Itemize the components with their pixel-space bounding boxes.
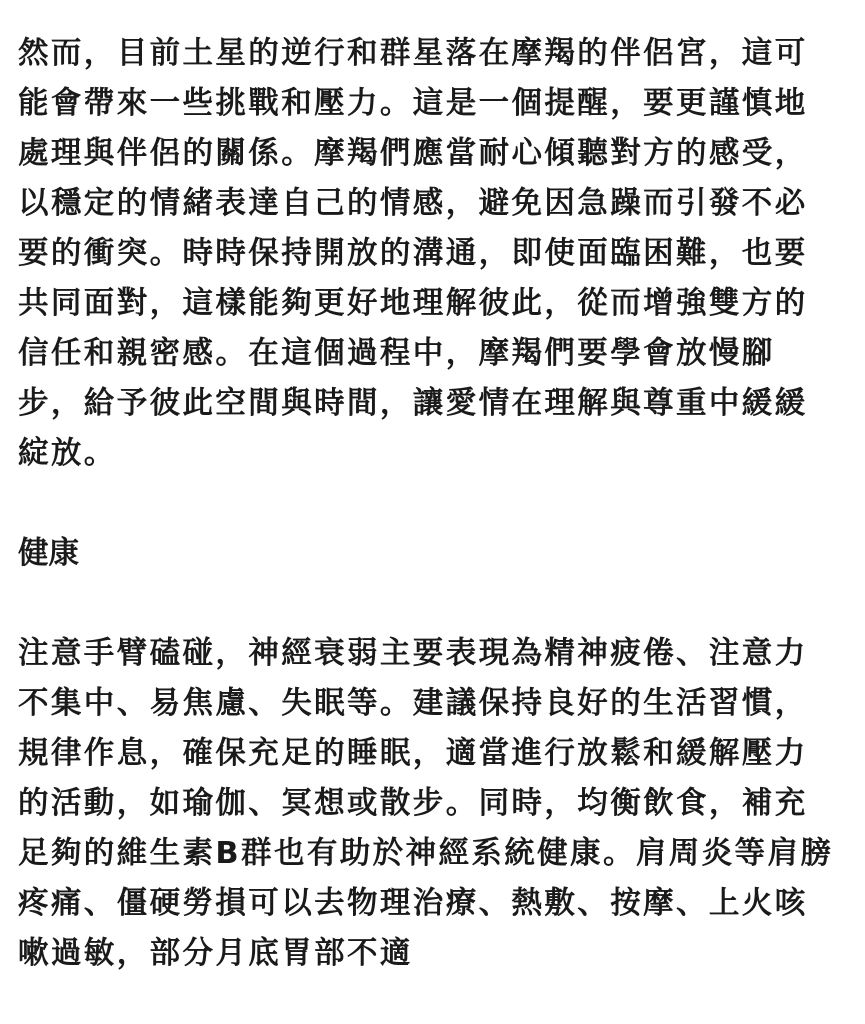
paragraph-line: 注意手臂磕碰，神經衰弱主要表現為精神疲倦、注意力 bbox=[18, 636, 808, 671]
paragraph-line: 然而，目前土星的逆行和群星落在摩羯的伴侶宮，這可 bbox=[18, 36, 808, 71]
paragraph-line: 嗽過敏，部分月底胃部不適 bbox=[18, 936, 413, 971]
paragraph-line: 不集中、易焦慮、失眠等。建議保持良好的生活習慣， bbox=[18, 686, 808, 721]
section-heading-health: 健康 bbox=[18, 536, 79, 571]
paragraph-line: 規律作息，確保充足的睡眠，適當進行放鬆和緩解壓力 bbox=[18, 736, 808, 771]
paragraph-line: 處理與伴侶的關係。摩羯們應當耐心傾聽對方的感受， bbox=[18, 136, 808, 171]
paragraph-line: 步，給予彼此空間與時間，讓愛情在理解與尊重中緩緩 bbox=[18, 386, 808, 421]
paragraph-line: 信任和親密感。在這個過程中，摩羯們要學會放慢腳 bbox=[18, 336, 775, 371]
paragraph-line: 要的衝突。時時保持開放的溝通，即使面臨困難，也要 bbox=[18, 236, 808, 271]
article-body bbox=[18, 29, 854, 979]
paragraph-line: 疼痛、僵硬勞損可以去物理治療、熱敷、按摩、上火咳 bbox=[18, 886, 808, 921]
paragraph-line: 以穩定的情緒表達自己的情感，避免因急躁而引發不必 bbox=[18, 186, 808, 221]
paragraph-line: 的活動，如瑜伽、冥想或散步。同時，均衡飲食，補充 bbox=[18, 786, 808, 821]
health-paragraph bbox=[18, 629, 854, 979]
paragraph-line: 能會帶來一些挑戰和壓力。這是一個提醒，要更謹慎地 bbox=[18, 86, 808, 121]
paragraph-line: 共同面對，這樣能夠更好地理解彼此，從而增強雙方的 bbox=[18, 286, 808, 321]
paragraph-line: 綻放。 bbox=[18, 436, 117, 471]
paragraph-line: 足夠的維生素B群也有助於神經系統健康。肩周炎等肩膀 bbox=[18, 836, 834, 871]
love-paragraph bbox=[18, 29, 854, 479]
